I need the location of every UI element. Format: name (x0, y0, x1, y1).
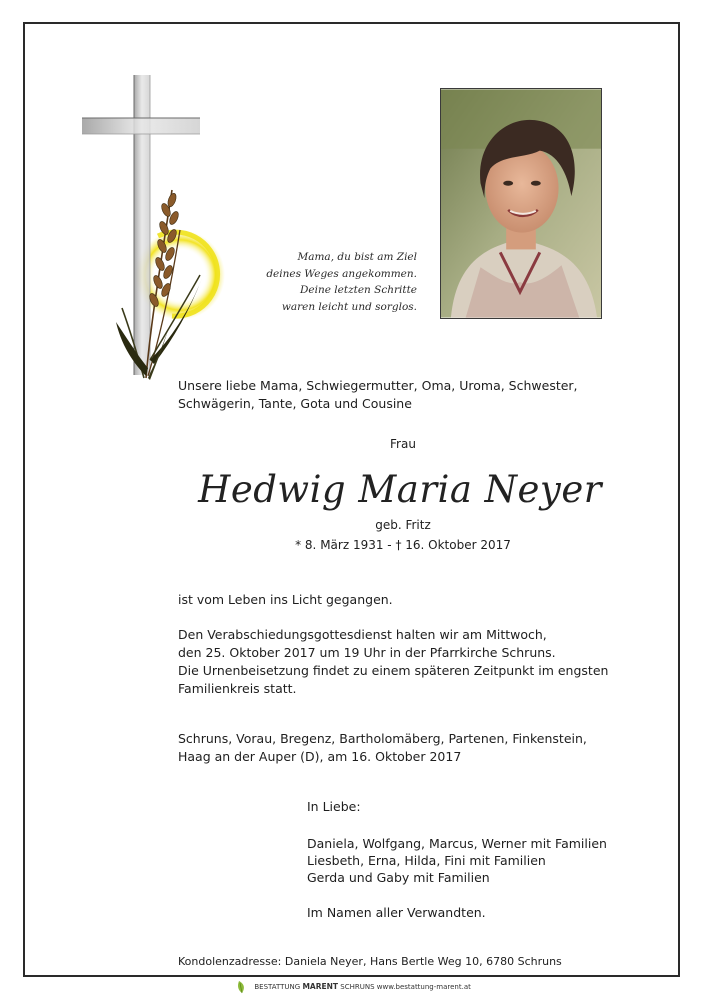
verse-line: deines Weges angekommen. (266, 267, 417, 280)
portrait-photo (440, 88, 602, 319)
condolence-address: Kondolenzadresse: Daniela Neyer, Hans Bertle Weg 10, 6780 Schruns (178, 955, 562, 968)
life-dates: * 8. März 1931 - † 16. Oktober 2017 (295, 538, 511, 552)
verse (230, 249, 417, 315)
verse-line: Mama, du bist am Ziel (297, 251, 417, 263)
service-line: Familienkreis statt. (178, 681, 297, 696)
footer-website[interactable]: www.bestattung-marent.at (376, 983, 471, 991)
maiden-name: geb. Fritz (375, 518, 431, 532)
passed-text: ist vom Leben ins Licht gegangen. (178, 592, 393, 607)
footer-prefix: BESTATTUNG (254, 983, 301, 991)
verse-line: Deine letzten Schritte (299, 284, 417, 296)
footer (0, 978, 707, 996)
service-line: den 25. Oktober 2017 um 19 Uhr in der Pfarrkirche Schruns. (178, 645, 556, 660)
cross-wheat-sun-icon (50, 60, 270, 390)
places-line: Haag an der Auper (D), am 16. Oktober 2017 (178, 749, 462, 764)
mourners-closing: Im Namen aller Verwandten. (307, 905, 486, 920)
salutation: Frau (390, 437, 416, 451)
mourners-heading: In Liebe: (307, 799, 361, 814)
service-line: Die Urnenbeisetzung findet zu einem späteren Zeitpunkt im engsten (178, 663, 609, 678)
footer-brand: MARENT (302, 982, 339, 991)
footer-location: SCHRUNS (340, 983, 375, 991)
places-line: Schruns, Vorau, Bregenz, Bartholomäberg, Partenen, Finkenstein, (178, 731, 587, 746)
mourner-line: Gerda und Gaby mit Familien (307, 870, 490, 885)
leaf-icon (236, 980, 248, 994)
deceased-name: Hedwig Maria Neyer (198, 468, 602, 511)
verse-line: waren leicht und sorglos. (281, 300, 417, 313)
intro-line: Unsere liebe Mama, Schwiegermutter, Oma, Uroma, Schwester, (178, 378, 578, 393)
mourner-line: Daniela, Wolfgang, Marcus, Werner mit Familien (307, 836, 607, 851)
service-line: Den Verabschiedungsgottesdienst halten wir am Mittwoch, (178, 627, 547, 642)
intro-line: Schwägerin, Tante, Gota und Cousine (178, 396, 412, 411)
mourner-line: Liesbeth, Erna, Hilda, Fini mit Familien (307, 853, 546, 868)
